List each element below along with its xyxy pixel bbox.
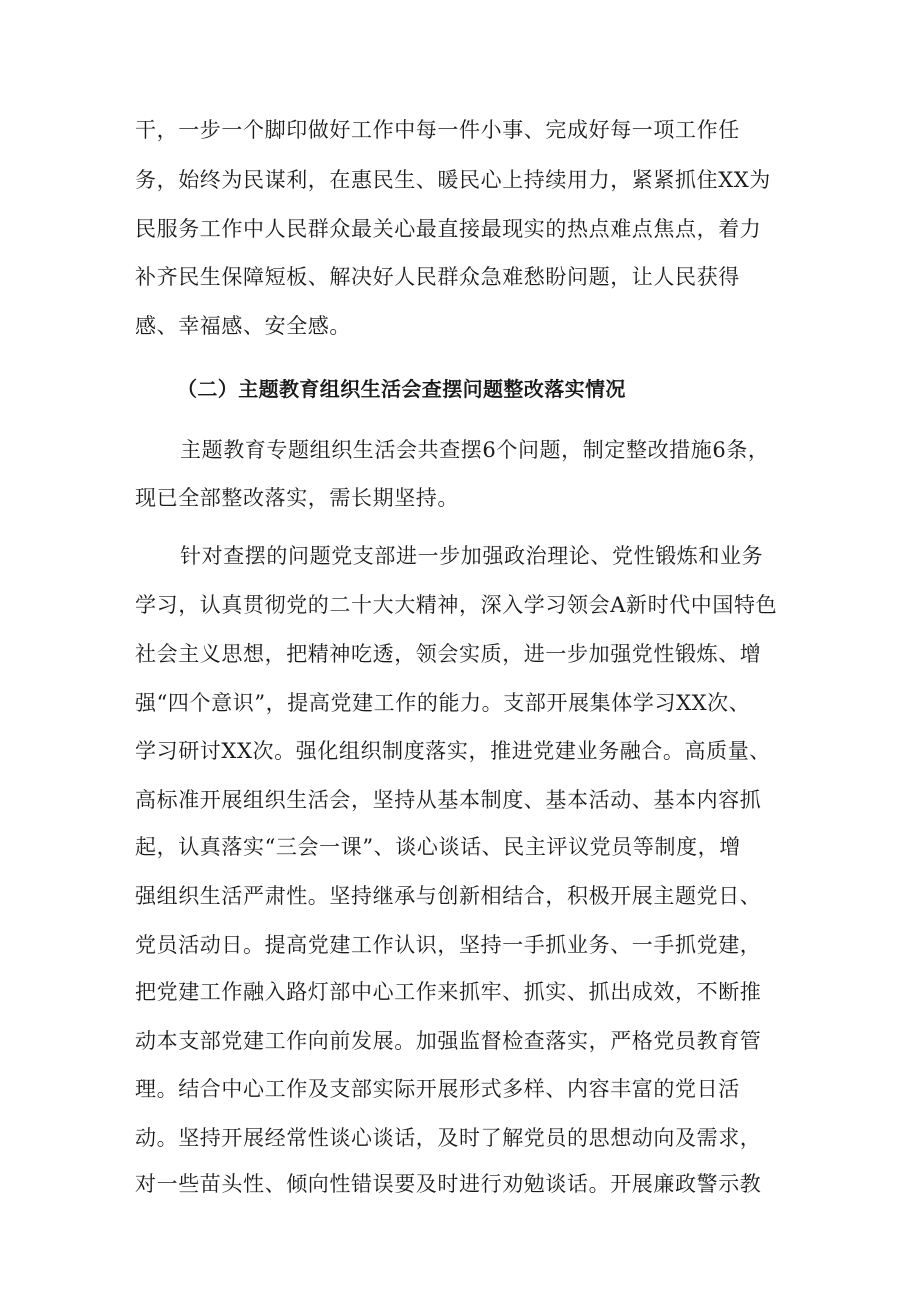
text-line: 把党建工作融入路灯部中心工作来抓牢、抓实、抓出成效，不断推 (135, 980, 762, 1004)
text-line: 动本支部党建工作向前发展。加强监督检查落实，严格党员教育管 (135, 1029, 762, 1053)
section-heading: （二）主题教育组织生活会查摆问题整改落实情况 (177, 377, 626, 401)
text-line: 对一些苗头性、倾向性错误要及时进行劝勉谈话。开展廉政警示教 (135, 1172, 762, 1196)
text-line: 强“四个意识”，提高党建工作的能力。支部开展集体学习XX次、 (135, 691, 751, 715)
text-line: 现已全部整改落实，需长期坚持。 (135, 486, 459, 510)
text-line: 感、幸福感、安全感。 (135, 314, 351, 338)
text-line: 理。结合中心工作及支部实际开展形式多样、内容丰富的党日活 (135, 1077, 740, 1101)
text-line: 起，认真落实“三会一课”、谈心谈话、民主评议党员等制度，增 (135, 835, 741, 859)
text-line: 学习研讨XX次。强化组织制度落实，推进党建业务融合。高质量、 (135, 739, 771, 763)
text-line: 主题教育专题组织生活会共查摆6个问题，制定整改措施6条， (180, 438, 770, 462)
text-line: 党员活动日。提高党建工作认识，坚持一手抓业务、一手抓党建， (135, 933, 762, 957)
text-line: 高标准开展组织生活会，坚持从基本制度、基本活动、基本内容抓 (135, 788, 762, 812)
text-line: 务，始终为民谋利，在惠民生、暖民心上持续用力，紧紧抓住XX为 (135, 168, 771, 192)
text-line: 学习，认真贯彻党的二十大大精神，深入学习领会A新时代中国特色 (135, 593, 778, 617)
text-line: 补齐民生保障短板、解决好人民群众急难愁盼问题，让人民获得 (135, 265, 740, 289)
text-line: 针对查摆的问题党支部进一步加强政治理论、党性锻炼和业务 (180, 544, 764, 568)
text-line: 强组织生活严肃性。坚持继承与创新相结合，积极开展主题党日、 (135, 884, 762, 908)
text-line: 民服务工作中人民群众最关心最直接最现实的热点难点焦点，着力 (135, 217, 762, 241)
text-line: 干，一步一个脚印做好工作中每一件小事、完成好每一项工作任 (135, 118, 740, 142)
text-line: 社会主义思想，把精神吃透，领会实质，进一步加强党性锻炼、增 (135, 642, 762, 666)
text-line: 动。坚持开展经常性谈心谈话，及时了解党员的思想动向及需求， (135, 1126, 762, 1150)
